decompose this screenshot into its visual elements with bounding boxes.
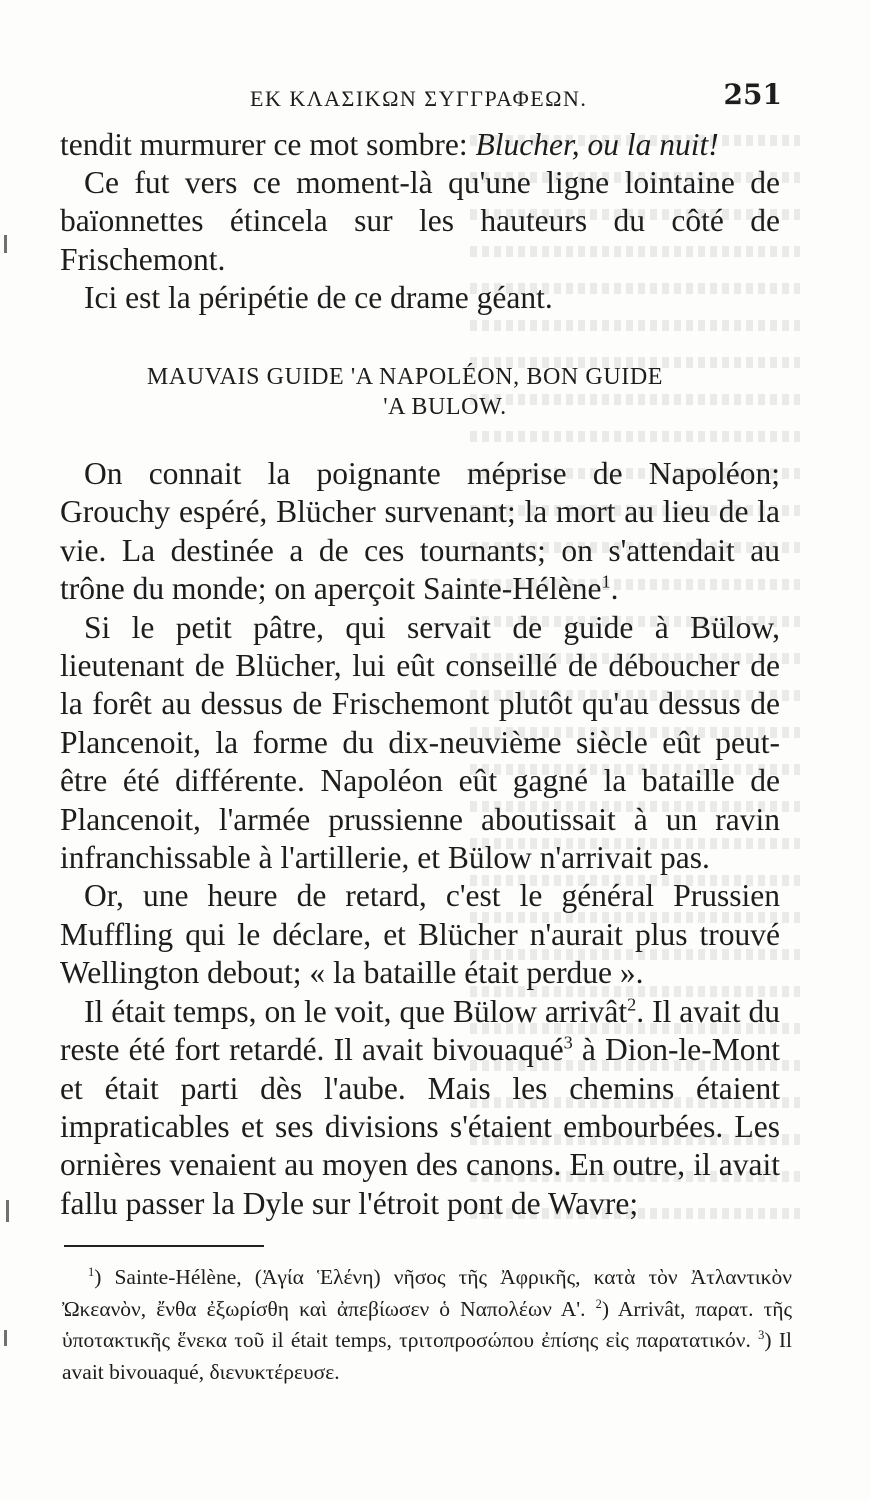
footnote-divider	[64, 1245, 264, 1247]
paragraph: Or, une heure de retard, c'est le général Prussien Muffling qui le déclare, et Blücher n'aurait plus trouvé Wellington debout; « la bataille était perdue ».	[60, 878, 780, 991]
paragraph: Si le petit pâtre, qui servait de guide à Bülow, lieutenant de Blücher, lui eût conseillé de déboucher de la forêt au dessus de Frischemont plutôt qu'au dessus de Plancenoit, la forme du dix-neuvième siècle eût peut-être été différente. Napoléon eût gagné la bataille de Plancenoit, l'armée prussienne aboutissait à un ravin infranchissable à l'artillerie, et Bülow n'arrivait pas.	[60, 609, 780, 876]
paragraph-text: tendit murmurer ce mot sombre:	[60, 127, 476, 162]
footnote-marker: 3	[563, 1032, 573, 1053]
footnote-number: 1	[88, 1264, 95, 1279]
footnote-marker: 1	[601, 571, 611, 592]
footnote-text	[62, 1262, 792, 1388]
footnote-body: ) Arrivât, παρατ. τῆς ὑποτακτικῆς ἕνεκα τοῦ il était temps, τριτοπροσώπου ἐπίσης εἰς παρατατικόν.	[62, 1296, 792, 1352]
section-heading	[60, 362, 750, 422]
footnote-body: ) Il avait bivouaqué, διενυκτέρευσε.	[62, 1328, 792, 1384]
paragraph-text: . Il avait du reste été fort retardé. Il avait bivouaqué	[60, 993, 780, 1068]
paragraph-continued	[60, 126, 780, 164]
running-title: ΕΚ ΚΛΑΣΙΚΩΝ ΣΥΓΓΡΑΦΕΩΝ.	[250, 86, 588, 111]
section-text-block	[60, 455, 780, 1223]
footnote-marker: 2	[627, 994, 637, 1015]
margin-mark	[4, 235, 7, 253]
margin-mark	[4, 1330, 7, 1346]
paragraph-text: à Dion-le-Mont et était parti dès l'aube. Mais les chemins étaient impraticables et ses divisions s'étaient embourbées. Les ornières venaient au moyen des canons. En outre, il avait fallu passer la Dyle sur l'étroit pont de Wavre;	[60, 1032, 780, 1221]
paragraph	[60, 455, 780, 609]
page-header	[60, 72, 800, 116]
paragraph-text: On connait la poignante méprise de Napoléon; Grouchy espéré, Blücher survenant; la mort au lieu de la vie. La destinée a de ces tournants; on s'attendait au trône du monde; on aperçoit Sainte-Hélène	[60, 456, 780, 607]
paragraph-text: .	[610, 571, 619, 607]
footnote-body: ) Sainte-Hélène, (Ἁγία Ἑλένη) νῆσος τῆς Ἀφρικῆς, κατὰ τὸν Ἀτλαντικὸν Ὠκεανὸν, ἔνθα ἐξωρίσθη καὶ ἀπεβίωσεν ὁ Ναπολέων Α'.	[62, 1265, 792, 1321]
heading-line-1: MAUVAIS GUIDE 'A NAPOLÉON, BON GUIDE	[146, 364, 664, 390]
top-text-block	[60, 126, 780, 317]
paragraph-text: Il était temps, on le voit, que Bülow arrivât	[84, 993, 628, 1029]
footnote-number: 2	[595, 1296, 602, 1311]
margin-mark	[6, 1200, 9, 1222]
italic-phrase: Blucher, ou la nuit!	[475, 127, 719, 162]
page-number: 251	[723, 78, 782, 111]
paragraph: Ici est la péripétie de ce drame géant.	[84, 279, 553, 315]
heading-line-2: 'A BULOW.	[383, 394, 507, 420]
footnote-number: 3	[758, 1327, 765, 1342]
paragraph: Ce fut vers ce moment-là qu'une ligne lointaine de baïonnettes étincela sur les hauteurs du côté de Frischemont.	[60, 165, 780, 277]
paragraph	[60, 993, 780, 1223]
footnotes	[62, 1262, 792, 1388]
